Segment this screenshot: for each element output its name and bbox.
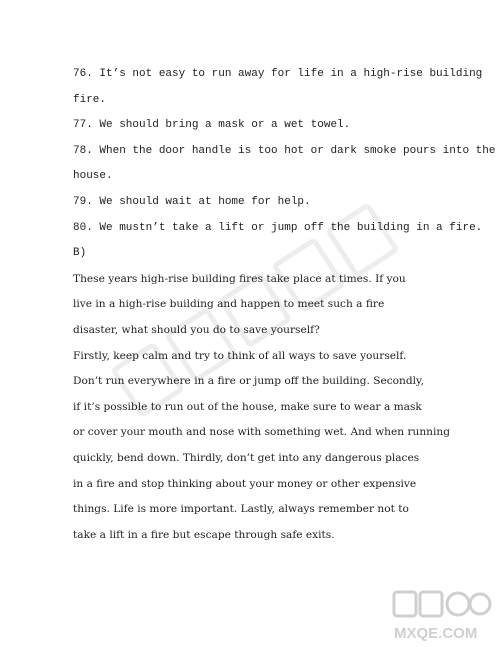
essay-line: These years high-rise building fires take place at times. If you <box>73 272 406 285</box>
essay-line: live in a high-rise building and happen to meet such a fire <box>73 298 385 311</box>
logo-text: MXQE.COM <box>394 625 478 642</box>
essay-line: if it’s possible to run out of the house, make sure to wear a mask <box>73 400 422 413</box>
answer-line: 79. We should wait at home for help. <box>73 195 311 208</box>
essay-line: take a lift in a fire but escape through safe exits. <box>73 528 335 541</box>
answer-line: 77. We should bring a mask or a wet towel. <box>73 119 351 132</box>
essay-line: disaster, what should you do to save yourself? <box>73 323 320 336</box>
answer-line: fire. <box>73 93 107 106</box>
essay-line: in a fire and stop thinking about your money or other expensive <box>73 477 417 490</box>
answer-line: house. <box>73 170 113 183</box>
logo-mark <box>470 594 490 614</box>
answer-line: 76. It’s not easy to run away for life in a high-rise building <box>73 68 483 80</box>
answer-76 <box>73 62 483 113</box>
answer-80 <box>73 216 483 242</box>
logo-mark <box>447 593 469 615</box>
essay-paragraph <box>73 267 450 549</box>
answer-78 <box>73 139 496 190</box>
essay-line: or cover your mouth and nose with something wet. And when running <box>73 426 450 439</box>
site-logo <box>390 590 494 644</box>
answer-77 <box>73 113 433 139</box>
answer-79 <box>73 190 433 216</box>
essay-line: Don’t run everywhere in a fire or jump off the building. Secondly, <box>73 375 424 388</box>
logo-mark <box>394 592 416 616</box>
answer-line: 80. We mustn’t take a lift or jump off the building in a fire. <box>73 221 483 234</box>
answer-line: 78. When the door handle is too hot or dark smoke pours into the <box>73 144 496 157</box>
document-page <box>73 62 496 548</box>
essay-line: Firstly, keep calm and try to think of all ways to save yourself. <box>73 349 407 362</box>
section-label: B) <box>73 247 87 260</box>
essay-line: things. Life is more important. Lastly, always remember not to <box>73 503 409 516</box>
essay-line: quickly, bend down. Thirdly, don’t get into any dangerous places <box>73 451 420 464</box>
logo-mark <box>420 592 442 616</box>
